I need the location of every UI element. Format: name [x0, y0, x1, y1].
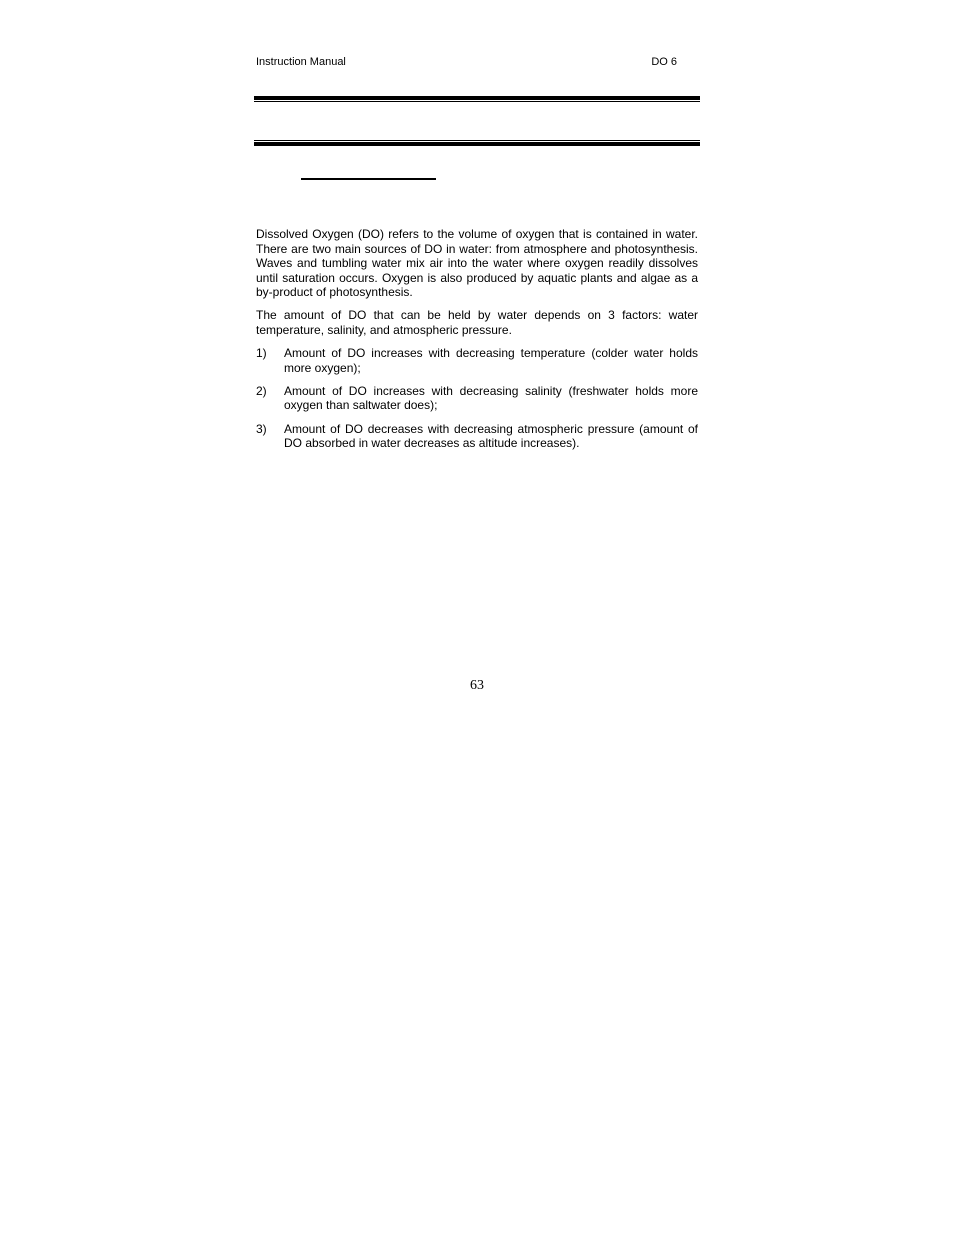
list-item-number: 1) [256, 346, 267, 361]
list-item [256, 346, 698, 375]
list-item-text: Amount of DO decreases with decreasing atmospheric pressure (amount of DO absorbed in water decreases as altitude increases). [284, 421, 698, 451]
factors-paragraph: The amount of DO that can be held by water depends on 3 factors: water temperature, salinity, and atmospheric pressure. [256, 308, 698, 338]
header-manual-title: Instruction Manual [256, 56, 346, 68]
list-item [256, 422, 698, 451]
list-item-number: 2) [256, 383, 267, 398]
bottom-double-rule [254, 140, 700, 146]
section-title-underline [301, 178, 436, 180]
header-model-name: DO 6 [651, 56, 677, 68]
body-content [256, 227, 698, 459]
page-number: 63 [470, 678, 484, 693]
top-double-rule [254, 96, 700, 102]
page-header [256, 56, 677, 70]
list-item-text: Amount of DO increases with decreasing salinity (freshwater holds more oxygen than saltwater does); [284, 383, 698, 413]
list-item-text: Amount of DO increases with decreasing temperature (colder water holds more oxygen); [284, 346, 698, 375]
factors-list [256, 346, 698, 451]
list-item-number: 3) [256, 421, 267, 436]
intro-paragraph: Dissolved Oxygen (DO) refers to the volume of oxygen that is contained in water. There are two main sources of DO in water: from atmosphere and photosynthesis. Waves and tumbling water mix air into the water where oxygen readily dissolves until saturation occurs. Oxygen is also produced by aquatic plants and algae as a by-product of photosynthesis. [256, 227, 698, 300]
list-item [256, 384, 698, 413]
